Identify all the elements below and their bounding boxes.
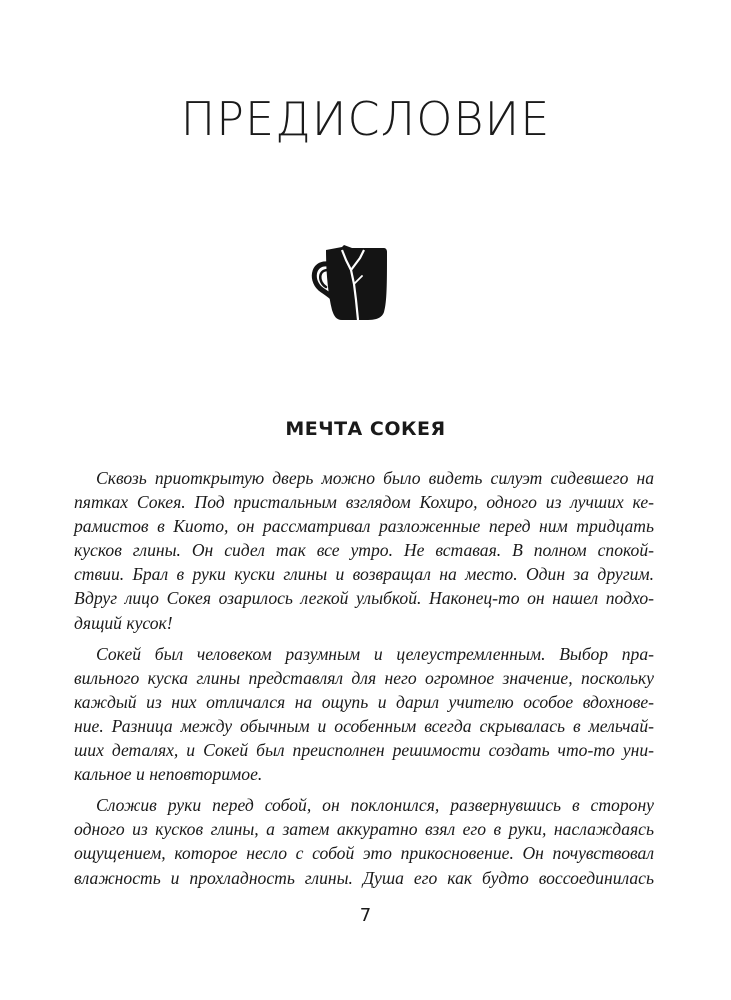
text-line: пятках Сокея. Под пристальным взглядом Кохиро, одного из лучших ке- xyxy=(74,492,654,513)
text-line: Сокей был человеком разумным и целеустремленным. Выбор пра- xyxy=(96,643,654,664)
text-line: кальное и неповторимое. xyxy=(74,764,263,785)
text-line: ощущением, которое несло с собой это прикосновение. Он почувствовал xyxy=(74,843,654,864)
text-line: Сложив руки перед собой, он поклонился, развернувшись в сторону xyxy=(96,795,654,816)
text-line: каждый из них отличался на ощупь и дарил учителю особое вдохнове- xyxy=(74,691,654,712)
page-number: 7 xyxy=(359,905,372,926)
mended-cup-icon xyxy=(308,242,390,322)
text-line: дящий кусок! xyxy=(74,612,173,633)
text-line: вильного куска глины представлял для него огромное значение, поскольку xyxy=(74,667,654,688)
text-line: ших деталях, и Сокей был преисполнен решимости создать что-то уни- xyxy=(74,740,654,761)
text-line: Сквозь приоткрытую дверь можно было видеть силуэт сидевшего на xyxy=(96,468,654,488)
text-line: кусков глины. Он сидел так все утро. Не вставая. В полном спокой- xyxy=(74,540,654,561)
chapter-title: ПРЕДИСЛОВИЕ xyxy=(180,92,551,146)
text-line: рамистов в Киото, он рассматривал разложенные перед ним тридцать xyxy=(74,516,654,537)
section-title: МЕЧТА СОКЕЯ xyxy=(285,418,446,440)
text-line: ствии. Брал в руки куски глины и возвращал на место. Один за другим. xyxy=(74,564,654,585)
text-line: влажность и прохладность глины. Душа его как будто воссоединилась xyxy=(74,867,654,888)
paragraph xyxy=(74,793,654,889)
paragraph xyxy=(74,642,654,787)
body-text xyxy=(74,466,654,890)
paragraph xyxy=(74,466,654,635)
text-line: ние. Разница между обычным и особенным всегда скрывалась в мельчай- xyxy=(74,715,654,736)
text-line: Вдруг лицо Сокея озарилось легкой улыбкой. Наконец-то он нашел подхо- xyxy=(74,588,654,609)
text-line: одного из кусков глины, а затем аккуратно взял его в руки, наслаждаясь xyxy=(74,819,654,840)
